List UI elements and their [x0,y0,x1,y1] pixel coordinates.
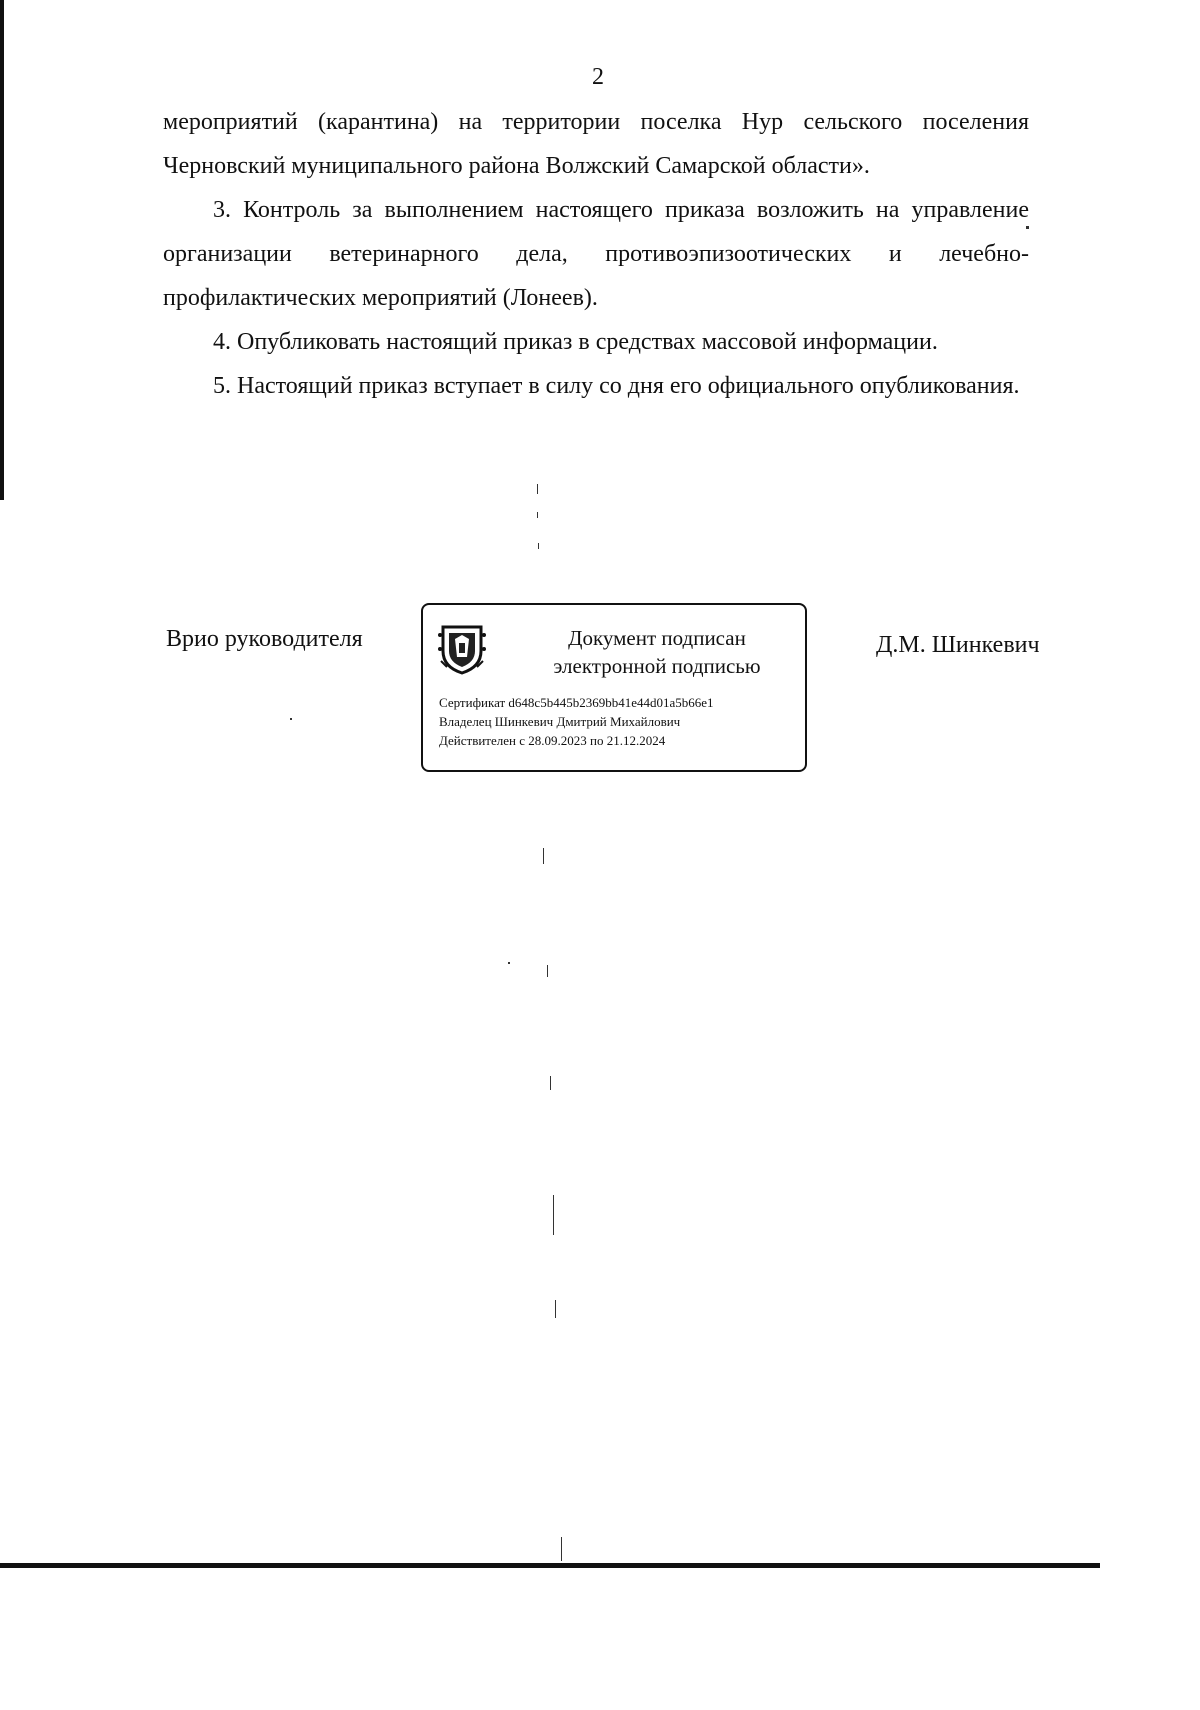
owner-line: Владелец Шинкевич Дмитрий Михайлович [439,714,681,729]
signer-position: Врио руководителя [166,626,363,652]
scan-speck [537,484,538,494]
stamp-details [439,693,714,750]
paragraph-effective: 5. Настоящий приказ вступает в силу со дня его официального опубликования. [213,373,1020,399]
scan-speck [543,848,544,864]
scan-speck [1026,226,1029,229]
electronic-signature-stamp [421,603,807,772]
scan-speck [537,512,538,518]
scan-speck [555,1300,556,1318]
stamp-title-line1: Документ подписан [568,626,746,650]
paragraph-control: 3. Контроль за выполнением настоящего приказа возложить на управление организации ветеринарного дела, противоэпизоотических и лечебно-профилактических мероприятий (Лонеев). [163,197,1029,311]
page-number: 2 [592,64,604,90]
coat-of-arms-icon [437,621,487,675]
validity-line: Действителен с 28.09.2023 по 21.12.2024 [439,733,666,748]
signer-name: Д.М. Шинкевич [876,632,1040,658]
scan-speck [508,962,510,964]
scan-speck [547,965,548,977]
scan-speck [550,1076,551,1090]
scan-speck [553,1195,554,1235]
scan-speck [561,1537,562,1561]
certificate-line: Сертификат d648c5b445b2369bb41e44d01a5b66e1 [439,695,714,710]
paragraph-publish: 4. Опубликовать настоящий приказ в средствах массовой информации. [213,329,938,355]
scan-speck [290,718,292,720]
stamp-title [541,624,773,680]
scan-speck [538,543,539,549]
scan-bottom-edge [0,1563,1100,1568]
stamp-title-line2: электронной подписью [553,654,761,678]
order-text [163,100,1029,408]
paragraph-continuation: мероприятий (карантина) на территории поселка Нур сельского поселения Черновский муниципального района Волжский Самарской области». [163,109,1029,179]
